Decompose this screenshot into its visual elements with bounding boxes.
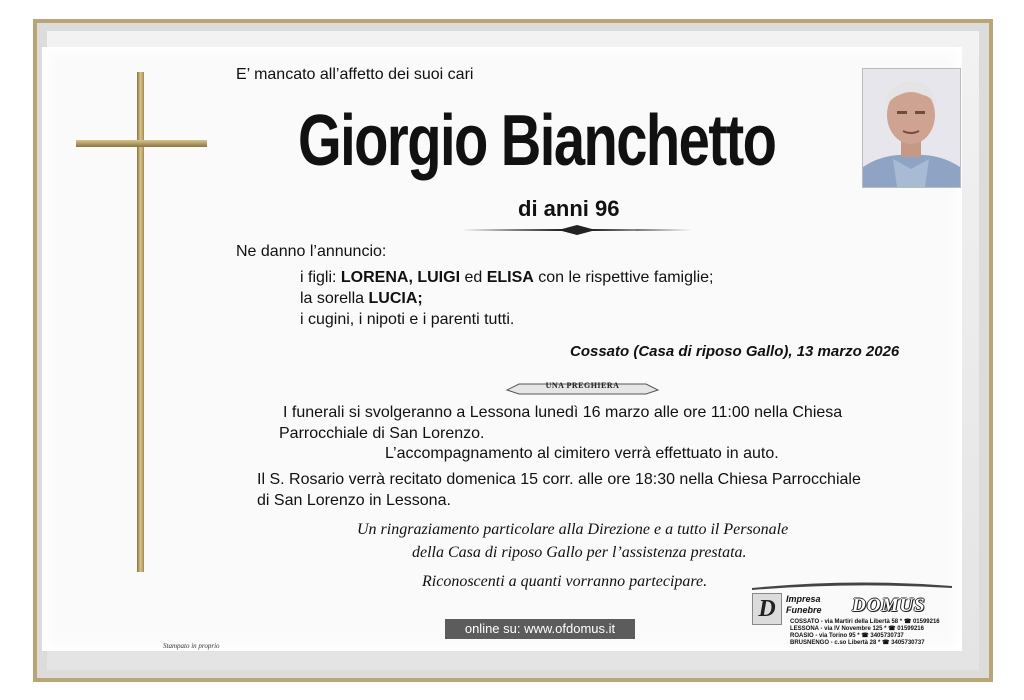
divider-ornament	[462, 224, 692, 236]
cross-arm	[76, 140, 207, 147]
age-text: di anni 96	[518, 196, 620, 221]
cross-icon	[137, 72, 144, 572]
funeral-line-2: Parrocchiale di San Lorenzo.	[279, 425, 485, 442]
family-line-relatives: i cugini, i nipoti e i parenti tutti.	[300, 311, 515, 328]
printed-note: Stampato in proprio	[163, 642, 220, 650]
domus-logo-icon: D	[752, 593, 782, 625]
family-line-sister: la sorella LUCIA;	[300, 290, 423, 307]
address-line: ROASIO - via Torino 95 * ☎ 3405730737	[790, 633, 904, 639]
intro-text: E’ mancato all’affetto dei suoi cari	[236, 66, 474, 83]
address-line: COSSATO - via Martiri della Libertà 58 * ☎ 01599216	[790, 619, 940, 625]
funeral-line-1: I funerali si svolgeranno a Lessona lunedì 16 marzo alle ore 11:00 nella Chiesa	[283, 404, 843, 421]
announce-label: Ne danno l’annuncio:	[236, 243, 387, 260]
online-link[interactable]: online su: www.ofdomus.it	[445, 619, 635, 639]
address-line: LESSONA - via IV Novembre 125 * ☎ 01599216	[790, 626, 924, 632]
prayer-label: UNA PREGHIERA	[545, 381, 620, 390]
place-date: Cossato (Casa di riposo Gallo), 13 marzo 2026	[570, 343, 900, 360]
thanks-line-3: Riconoscenti a quanti vorranno partecipare.	[422, 573, 708, 590]
logo-subtitle: Impresa Funebre	[786, 594, 822, 615]
thanks-line-1: Un ringraziamento particolare alla Direzione e a tutto il Personale	[357, 521, 789, 538]
logo-sweep	[752, 580, 952, 592]
funeral-line-3: L’accompagnamento al cimitero verrà effettuato in auto.	[385, 445, 779, 462]
rosary-line-2: di San Lorenzo in Lessona.	[257, 492, 451, 509]
portrait-photo	[862, 68, 961, 188]
rosary-line-1: Il S. Rosario verrà recitato domenica 15 corr. alle ore 18:30 nella Chiesa Parrocchiale	[257, 471, 861, 488]
logo-brand: DOMUS	[852, 595, 926, 616]
deceased-name: Giorgio Bianchetto	[298, 101, 776, 181]
address-line: BRUSNENGO - c.so Libertà 28 * ☎ 3405730737	[790, 640, 925, 646]
family-line-children: i figli: LORENA, LUIGI ed ELISA con le rispettive famiglie;	[300, 269, 714, 286]
thanks-line-2: della Casa di riposo Gallo per l’assistenza prestata.	[412, 544, 747, 561]
